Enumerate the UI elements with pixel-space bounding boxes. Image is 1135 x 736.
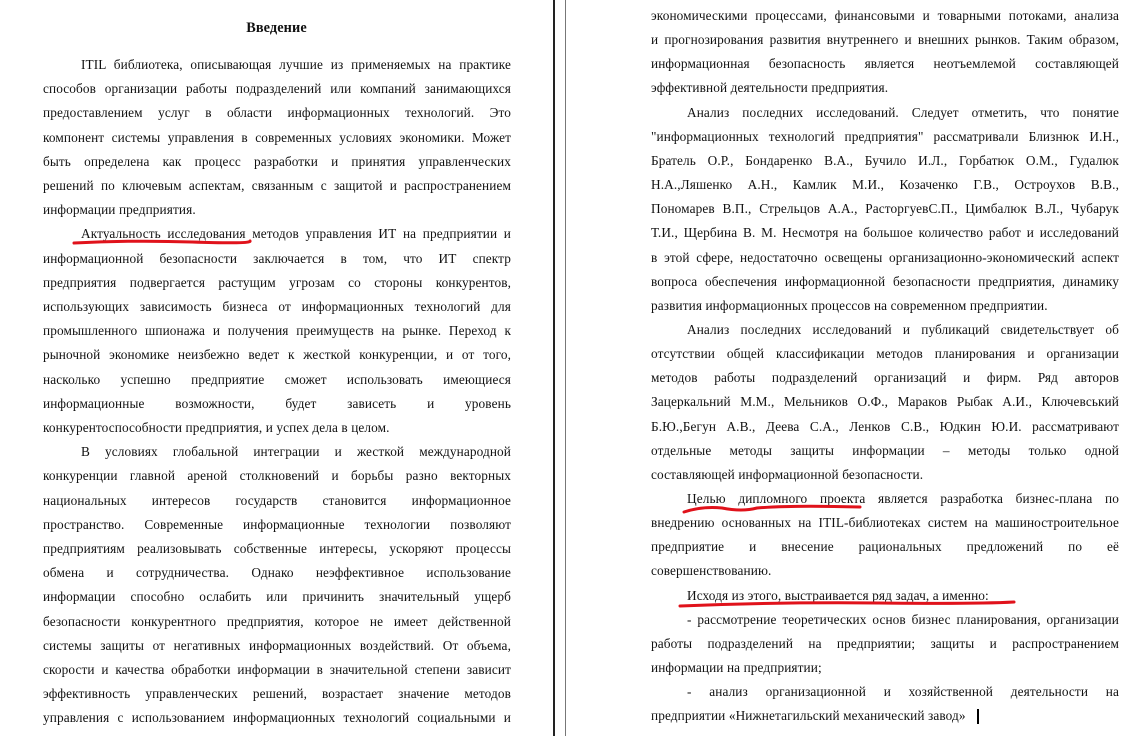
text-line: пространство. Современные информационные технологии позволяют [43,516,511,532]
text-line: скорости и качества обработки информации в значительной степени зависит [43,662,511,677]
text-cursor [977,709,979,724]
text-line: быть определена как процесс разработки и принятия управленческих [43,153,511,169]
text-line: использующих зависимость бизнеса от информационных технологий для [43,299,511,314]
text-line: национальных интересов государств становится информационное [43,492,511,508]
text-line: ITIL библиотека, описывающая лучшие из применяемых на практике [81,57,511,72]
red-underline-mark [72,237,252,247]
text-line: промышленного шпионажа и получения преимуществ на рынке. Переход к [43,323,511,339]
document-page-right [566,0,1135,736]
text-line: предоставлением услуг в области информационных технологий. Это [43,105,511,121]
text-line: способов организации работы подразделений или компаний занимающихся [43,81,511,97]
text-line: информационная безопасность является неотъемлемой составляющей [651,56,1119,72]
text-line: Пономарев В.П., Стрельцов А.А., РасторгуевС.П., Цимбалюк В.Л., Чубарук [651,201,1119,217]
text-line: внедрению основанных на ITIL-библиотеках систем на машиностроительное [651,515,1119,531]
text-line: информационные возможности, будет зависеть и уровень [43,395,511,411]
text-line: решений по ключевым аспектам, связанным с защитой и распространением [43,178,511,193]
text-line: обмена и сотрудничества. Однако неэффективное использование [43,565,511,581]
text-line: отдельные методы защиты информации – методы только одной [651,442,1119,458]
text-line: Анализ последних исследований. Следует отметить, что понятие [687,104,1119,120]
page-title: Введение [246,20,307,36]
text-line: Братель О.Р., Бондаренко В.А., Бучило И.Л., Горбатюк О.М., Гудалюк [651,152,1119,168]
text-line: вопроса обеспечения информационной безопасности предприятия, динамику [651,273,1119,289]
text-line: предприятии «Нижнетагильский механический завод» [651,708,966,724]
text-line: Исходя из этого, выстраивается ряд задач, а именно: [687,587,989,603]
page-separator [553,0,566,736]
text-line: безопасности конкурентного предприятия, которое не имеет действенной [43,613,511,629]
text-line: Целью дипломного проекта является разработка бизнес-плана по [687,491,1119,506]
text-line: предприятия подвергается растущим угрозам со стороны конкурентов, [43,274,511,290]
document-page-left [0,0,553,736]
text-line: управления с использованием информационных технологий социальными и [43,710,511,726]
red-underline-mark-goal [682,502,862,516]
text-line: "информационных технологий предприятия" рассматривали Близнюк И.Н., [651,128,1119,144]
text-line: информации способно ослабить или причинить значительный ущерб [43,589,511,605]
red-underline-mark-tasks [678,598,1018,610]
text-line: Зацеркальний М.М., Мельников О.Ф., Мараков Рыбак А.И., Ключевський [651,394,1119,410]
text-line: насколько успешно предприятие сможет использовать имеющиеся [43,371,511,387]
text-line: конкуренции главной ареной столкновений и борьбы разно векторных [43,468,511,484]
text-line: информации на предприятии; [651,660,822,676]
text-line: информации предприятия. [43,202,196,218]
text-line: информационной безопасности заключается в том, что ИТ спектр [43,250,511,266]
text-line: компонент системы управления в современных условиях экономики. Может [43,129,511,145]
text-line: эффективность управленческих решений, возрастает значение методов [43,686,511,702]
text-line: развития информационных процессов на современном предприятии. [651,297,1048,313]
text-line: Актуальность исследования методов управления ИТ на предприятии и [81,226,511,242]
text-line: совершенствованию. [651,563,772,579]
text-line: - рассмотрение теоретических основ бизнес планирования, организации [687,611,1119,627]
text-line: отсутствии общей классификации методов планирования и организации [651,346,1119,362]
text-line: в этой сфере, недостаточно освещены организационно-экономический аспект [651,249,1119,265]
text-line: составляющей информационной безопасности. [651,466,924,482]
text-line: предприятие и внесение рациональных предложений по её [651,539,1119,555]
text-line: Н.А.,Ляшенко А.Н., Камлик М.И., Козаченко Г.В., Остроухов В.В., [651,177,1119,193]
text-line: эффективной деятельности предприятия. [651,80,889,96]
text-line: системы защиты от негативных информационных воздействий. От объема, [43,637,511,653]
text-line: рыночной экономике неизбежно ведет к жесткой конкуренции, и от того, [43,347,511,363]
text-line: экономическими процессами, финансовыми и товарными потоками, анализа [651,8,1119,23]
text-line: Б.Ю.,Бегун А.В., Деева С.А., Ленков С.В., Юдкин Ю.И. рассматривают [651,418,1119,434]
text-line: Т.И., Щербина В. М. Несмотря на большое количество работ и исследований [651,225,1119,241]
text-line: конкурентоспособности предприятия, и успех дела в целом. [43,420,390,435]
text-line: Анализ последних исследований и публикаций свидетельствует об [687,321,1119,337]
text-line: методов работы подразделений организаций и фирм. Ряд авторов [651,370,1119,386]
text-line: - анализ организационной и хозяйственной деятельности на [687,684,1119,700]
text-line: В условиях глобальной интеграции и жесткой международной [81,444,511,460]
text-line: и прогнозирования развития внутреннего и внешних рынков. Таким образом, [651,32,1119,48]
text-line: предприятиям реализовывать собственные интересы, ускоряют процессы [43,541,511,556]
text-line: работы подразделений на предприятии; защиты и распространением [651,635,1119,651]
